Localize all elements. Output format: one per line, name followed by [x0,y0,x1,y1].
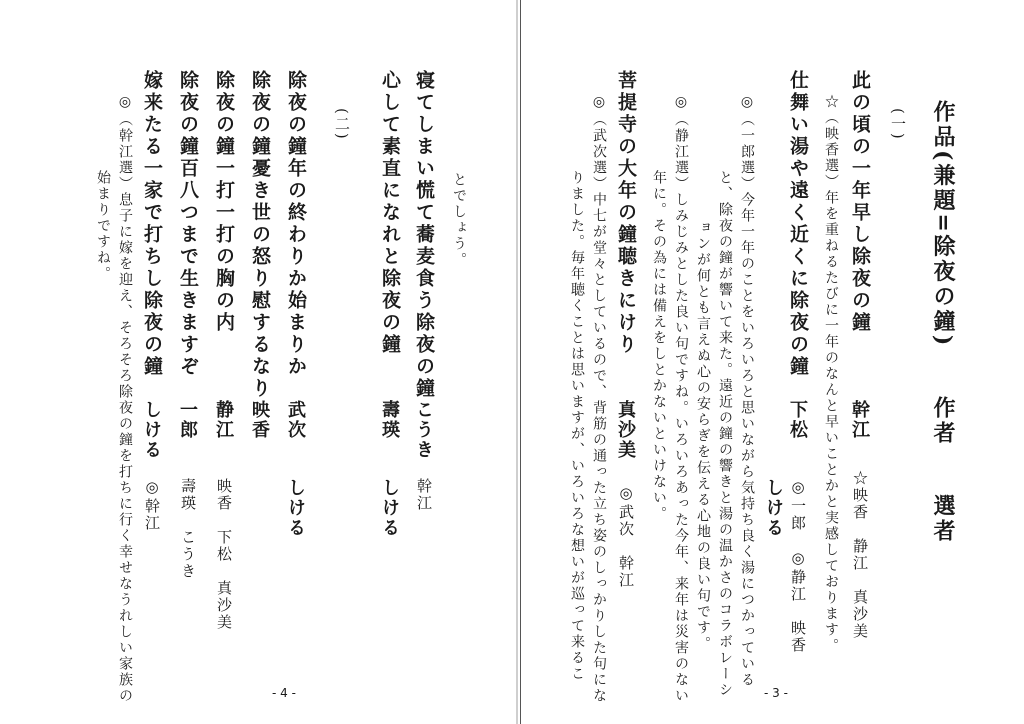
haiku-selectors: しける [379,478,400,538]
comment-continuation: とでしょう。 [451,172,467,268]
page-title: 作品(兼題=除夜の鐘) [930,100,956,349]
haiku-selectors: 壽瑛 こうき [179,478,197,580]
haiku-line: 除夜の鐘一打一打の胸の内 [213,70,235,334]
selection-comment: ◎（武次選）中七が堂々としているので、背筋の通った立ち姿のしっかりした句にな [591,94,607,704]
haiku-author: 静江 [213,400,234,440]
header-author: 作者 [930,396,956,446]
haiku-author: しける [141,400,162,460]
selection-comment: ◎（一郎選）今年一年のことをいろいろと思いながら気持ち良く湯につかっている [739,94,755,688]
haiku-author: 真沙美 [615,400,636,460]
header-selector: 選者 [930,494,956,544]
haiku-selectors: 映香 下松 真沙美 [215,478,233,631]
haiku-selectors: ◎武次 幹江 [617,484,635,589]
haiku-author: こうき [413,400,434,460]
haiku-line: 此の頃の一年早し除夜の鐘 [849,70,871,334]
selection-comment: と、除夜の鐘が響いて来た。遠近の鐘の響きと湯の温かさのコラボレーシ [717,170,733,698]
selection-comment: 年に。その為には備えをしとかないといけない。 [651,170,667,522]
section-one-label: (一) [889,108,907,141]
haiku-author: 映香 [249,400,270,440]
haiku-selectors: ☆映香 静江 真沙美 [851,470,869,640]
selection-comment: ◎（幹江選）息子に嫁を迎え、そろそろ除夜の鐘を打ちに行く幸せなうれしい家族の [117,94,133,704]
haiku-selectors-extra: しける [763,478,784,538]
selection-comment: りました。毎年聴くことは思いますが、いろいろな想いが巡って来るこ [569,170,585,682]
haiku-author: 壽瑛 [379,400,400,440]
haiku-selectors: 幹江 [415,478,433,512]
haiku-line: 除夜の鐘憂き世の怒り慰するなり [249,70,271,400]
haiku-line: 心して素直になれと除夜の鐘 [379,70,401,356]
haiku-author: 一郎 [177,400,198,440]
haiku-author: 武次 [285,400,306,440]
selection-comment: ョンが何とも言えぬ心の安らぎを伝える心地の良い句です。 [695,220,711,652]
haiku-line: 寝てしまい慌て蕎麦食う除夜の鐘 [413,70,435,400]
haiku-selectors: しける [285,478,306,538]
haiku-selectors: ◎幹江 [143,478,161,532]
page-3 [512,0,1024,724]
selection-comment: ◎（静江選）しみじみとした良い句ですね。いろいろあった今年、来年は災害のない [673,94,689,704]
haiku-line: 嫁来たる一家で打ちし除夜の鐘 [141,70,163,378]
haiku-line: 除夜の鐘年の終わりか始まりか [285,70,307,378]
haiku-line: 除夜の鐘百八つまで生きますぞ [177,70,199,378]
haiku-selectors: ◎一郎 ◎静江 映香 [789,478,807,654]
haiku-author: 幹江 [849,400,870,440]
haiku-author: 下松 [787,400,808,440]
section-two-label: (二) [333,108,351,141]
selection-comment: ☆（映香選）年を重ねるたびに一年のなんと早いことかと実感しております。 [823,94,839,654]
page-number: - 4 - [272,686,296,700]
haiku-line: 仕舞い湯や遠く近くに除夜の鐘 [787,70,809,378]
page-number: - 3 - [764,686,788,700]
selection-comment: 始まりですね。 [95,170,111,282]
haiku-line: 菩提寺の大年の鐘聴きにけり [615,70,637,356]
